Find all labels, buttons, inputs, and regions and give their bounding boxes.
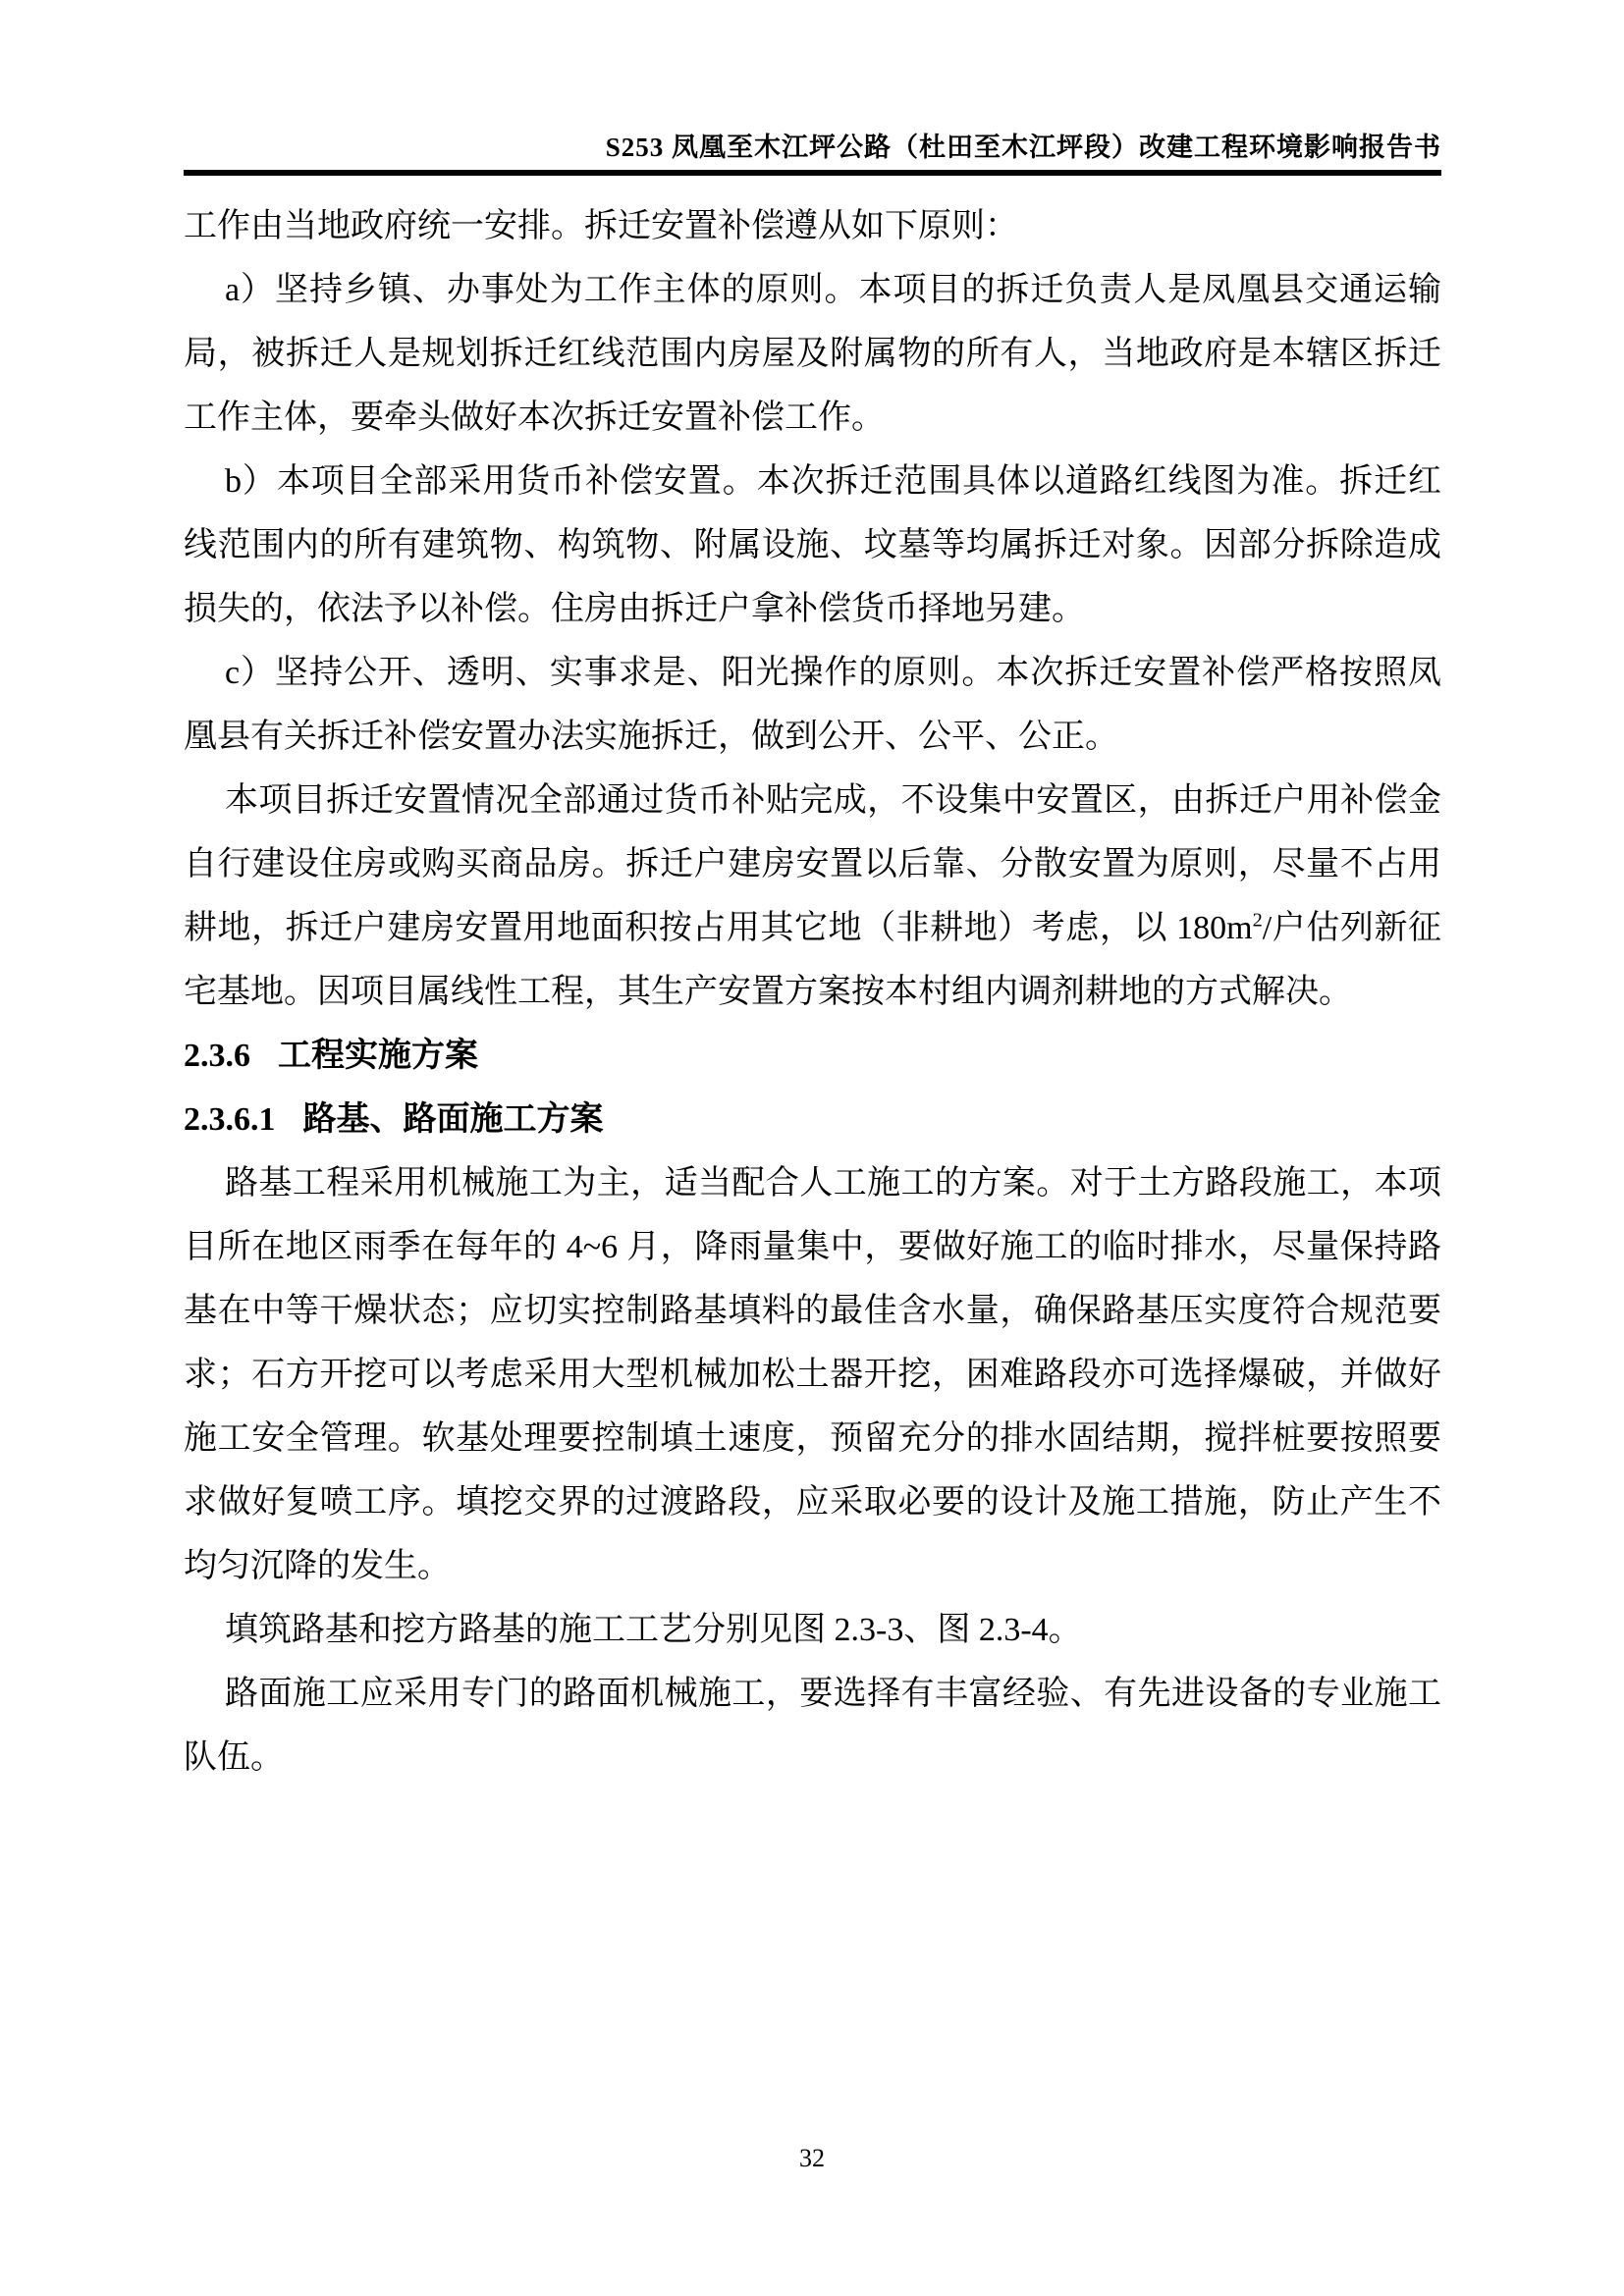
section-heading-2-3-6-1-title: 路基、路面施工方案: [302, 1101, 604, 1138]
square-meter-superscript: 2: [1252, 909, 1263, 932]
report-header-title: S253 凤凰至木江坪公路（杜田至木江坪段）改建工程环境影响报告书: [605, 133, 1441, 162]
paragraph-principle-c: c）坚持公开、透明、实事求是、阳光操作的原则。本次拆迁安置补偿严格按照凤凰县有关拆迁补偿安置办法实施拆迁，做到公开、公平、公正。: [184, 655, 1441, 755]
header-divider-rule: [184, 170, 1441, 176]
resettlement-text-before: 本项目拆迁安置情况全部通过货币补贴完成，不设集中安置区，由拆迁户用补偿金自行建设住房或购买商品房。拆迁户建房安置以后靠、分散安置为原则，尽量不占用耕地，拆迁户建房安置用地面积按占用其它地（非耕地）考虑，以 180m: [184, 782, 1441, 946]
paragraph-intro: 工作由当地政府统一安排。拆迁安置补偿遵从如下原则：: [184, 208, 1018, 244]
document-body: [184, 194, 1441, 1789]
paragraph-principle-b: b）本项目全部采用货币补偿安置。本次拆迁范围具体以道路红线图为准。拆迁红线范围内的所有建筑物、构筑物、附属设施、坟墓等均属拆迁对象。因部分拆除造成损失的，依法予以补偿。住房由拆迁户拿补偿货币择地另建。: [184, 463, 1441, 627]
section-heading-2-3-6-1: [184, 1088, 1441, 1151]
section-heading-2-3-6: [184, 1024, 1441, 1088]
paragraph-principle-a: a）坚持乡镇、办事处为工作主体的原则。本项目的拆迁负责人是凤凰县交通运输局，被拆迁人是规划拆迁红线范围内房屋及附属物的所有人，当地政府是本辖区拆迁工作主体，要牵头做好本次拆迁安置补偿工作。: [184, 272, 1441, 436]
section-heading-2-3-6-number: 2.3.6: [184, 1038, 250, 1074]
paragraph-resettlement: [184, 769, 1441, 1024]
paragraph-pavement-construction: 路面施工应采用专门的路面机械施工，要选择有丰富经验、有先进设备的专业施工队伍。: [184, 1676, 1441, 1776]
section-heading-2-3-6-title: 工程实施方案: [278, 1038, 478, 1074]
resettlement-text-after: /户估列新征宅基地。因项目属线性工程，其生产安置方案按本村组内调剂耕地的方式解决。: [184, 910, 1441, 1010]
paragraph-figure-references: 填筑路基和挖方路基的施工工艺分别见图 2.3-3、图 2.3-4。: [225, 1612, 1082, 1648]
paragraph-roadbed-construction: 路基工程采用机械施工为主，适当配合人工施工的方案。对于土方路段施工，本项目所在地区雨季在每年的 4~6 月，降雨量集中，要做好施工的临时排水，尽量保持路基在中等干燥状态；应切实控制路基填料的最佳含水量，确保路基压实度符合规范要求；石方开挖可以考虑采用大型机械加松土器开挖，困难路段亦可选择爆破，并做好施工安全管理。软基处理要控制填土速度，预留充分的排水固结期，搅拌桩要按照要求做好复喷工序。填挖交界的过渡路段，应采取必要的设计及施工措施，防止产生不均匀沉降的发生。: [184, 1165, 1441, 1584]
page-number: 32: [799, 2144, 825, 2172]
section-heading-2-3-6-1-number: 2.3.6.1: [184, 1101, 276, 1138]
